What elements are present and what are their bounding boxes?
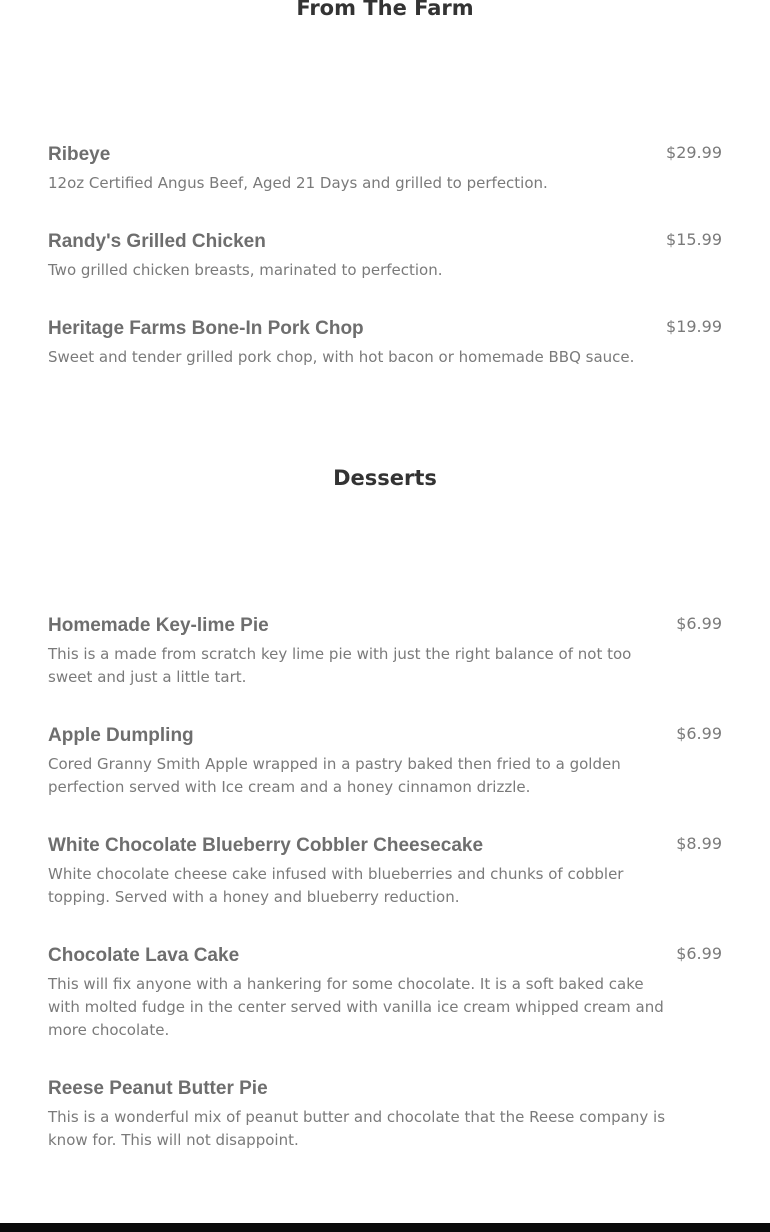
menu-item-key-lime-pie	[48, 614, 722, 689]
menu-item-description: This will fix anyone with a hankering for some chocolate. It is a soft baked cake with molted fudge in the center served with vanilla ice cream whipped cream and more chocolate.	[48, 975, 664, 1039]
menu-item-description: This is a made from scratch key lime pie with just the right balance of not too sweet and just a little tart.	[48, 645, 632, 686]
menu-item-name: Apple Dumpling	[48, 725, 194, 746]
menu-item-description: Cored Granny Smith Apple wrapped in a pastry baked then fried to a golden perfection served with Ice cream and a honey cinnamon drizzle.	[48, 755, 621, 796]
menu-item-description: White chocolate cheese cake infused with blueberries and chunks of cobbler topping. Served with a honey and blueberry reduction.	[48, 865, 624, 906]
footer-bar	[0, 1223, 770, 1232]
section-title-desserts: Desserts	[333, 466, 437, 490]
menu-item-cobbler-cheesecake	[48, 834, 722, 909]
menu-item-pork-chop	[48, 317, 722, 369]
menu-item-grilled-chicken	[48, 230, 722, 282]
menu-item-price: $15.99	[666, 230, 722, 249]
menu-item-description: Two grilled chicken breasts, marinated to perfection.	[48, 261, 443, 279]
menu-item-price: $29.99	[666, 143, 722, 162]
menu-item-price: $6.99	[676, 614, 722, 633]
section-title-from-the-farm: From The Farm	[296, 0, 474, 20]
menu-item-description: This is a wonderful mix of peanut butter and chocolate that the Reese company is know for. This will not disappoint.	[48, 1108, 666, 1149]
menu-item-lava-cake	[48, 944, 722, 1042]
menu-item-description: 12oz Certified Angus Beef, Aged 21 Days and grilled to perfection.	[48, 174, 548, 192]
menu-item-name: Reese Peanut Butter Pie	[48, 1078, 268, 1099]
menu-item-apple-dumpling	[48, 724, 722, 799]
menu-item-name: Heritage Farms Bone-In Pork Chop	[48, 318, 364, 339]
menu-item-peanut-butter-pie	[48, 1077, 722, 1152]
menu-item-name: Homemade Key-lime Pie	[48, 615, 269, 636]
menu-item-name: White Chocolate Blueberry Cobbler Cheesecake	[48, 835, 484, 856]
menu-item-ribeye	[48, 143, 722, 195]
menu-item-price: $19.99	[666, 317, 722, 336]
menu-item-name: Randy's Grilled Chicken	[48, 231, 266, 252]
menu-item-price: $6.99	[676, 944, 722, 963]
menu-item-price: $6.99	[676, 724, 722, 743]
menu-item-name: Ribeye	[48, 144, 111, 165]
menu-item-name: Chocolate Lava Cake	[48, 945, 240, 966]
menu-item-price: $8.99	[676, 834, 722, 853]
menu-item-description: Sweet and tender grilled pork chop, with hot bacon or homemade BBQ sauce.	[48, 348, 635, 366]
